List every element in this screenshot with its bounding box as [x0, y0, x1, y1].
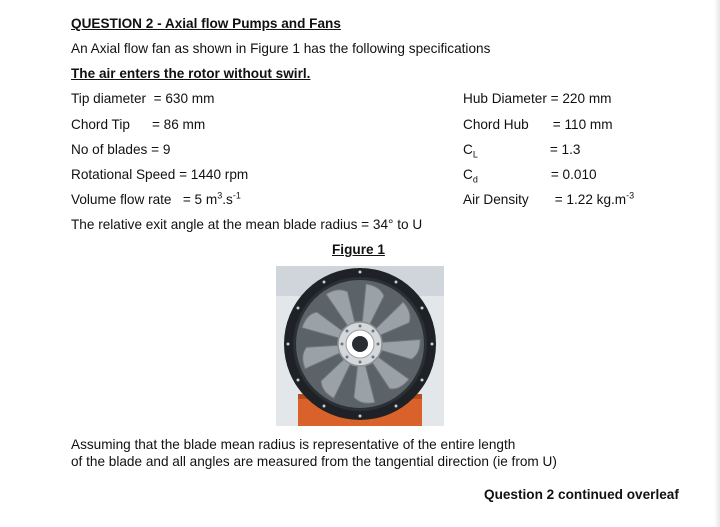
- question-title: QUESTION 2 - Axial flow Pumps and Fans: [71, 16, 341, 31]
- spec-hub-diameter: [463, 91, 611, 107]
- spec-sub: d: [472, 174, 478, 185]
- spec-value: = 9: [151, 142, 171, 157]
- spec-value: = 0.010: [550, 167, 597, 182]
- spec-sup: -3: [626, 190, 635, 201]
- spec-label: C: [463, 167, 473, 182]
- page-edge-shadow: [714, 0, 720, 527]
- spec-label: C: [463, 142, 473, 157]
- swirl-note: The air enters the rotor without swirl.: [71, 66, 311, 81]
- spec-label: Chord Tip: [71, 117, 130, 132]
- spec-value: = 630 mm: [153, 91, 215, 106]
- spec-label: Rotational Speed: [71, 167, 176, 182]
- spec-volume-flow: [71, 192, 241, 208]
- spec-tip-diameter: [71, 91, 214, 107]
- spec-label: Hub Diameter: [463, 91, 547, 106]
- spec-blades: [71, 142, 170, 158]
- axial-fan-image: [276, 266, 444, 426]
- spec-value: = 1440 rpm: [179, 167, 249, 182]
- axial-fan-drawing: [276, 266, 444, 426]
- spec-label: Chord Hub: [463, 117, 529, 132]
- spec-sup: 3: [217, 190, 223, 201]
- figure-caption: Figure 1: [332, 242, 385, 257]
- spec-value: = 220 mm: [550, 91, 612, 106]
- spec-chord-hub: [463, 117, 613, 133]
- exit-angle-text: The relative exit angle at the mean blade radius = 34° to U: [71, 217, 423, 232]
- intro-text: An Axial flow fan as shown in Figure 1 has the following specifications: [71, 41, 491, 56]
- assumption-line-1: Assuming that the blade mean radius is representative of the entire length: [71, 437, 516, 452]
- spec-value: = 110 mm: [552, 117, 613, 132]
- spec-label: Air Density: [463, 192, 529, 207]
- spec-chord-tip: [71, 117, 205, 133]
- spec-value: = 1.3: [549, 142, 581, 157]
- spec-unit: .s: [222, 192, 233, 207]
- spec-label: Tip diameter: [71, 91, 147, 106]
- spec-value: = 5 m: [182, 192, 218, 207]
- spec-label: Volume flow rate: [71, 192, 172, 207]
- spec-sub: L: [472, 149, 478, 160]
- continued-footer: Question 2 continued overleaf: [484, 487, 679, 502]
- assumption-line-2: of the blade and all angles are measured from the tangential direction (ie from U): [71, 454, 557, 469]
- spec-rotational-speed: [71, 167, 248, 183]
- spec-drag-coefficient: [463, 167, 597, 183]
- spec-sup: -1: [232, 190, 241, 201]
- spec-air-density: [463, 192, 634, 208]
- spec-lift-coefficient: [463, 142, 580, 158]
- spec-value: = 86 mm: [151, 117, 206, 132]
- spec-value: = 1.22 kg.m: [554, 192, 627, 207]
- spec-label: No of blades: [71, 142, 148, 157]
